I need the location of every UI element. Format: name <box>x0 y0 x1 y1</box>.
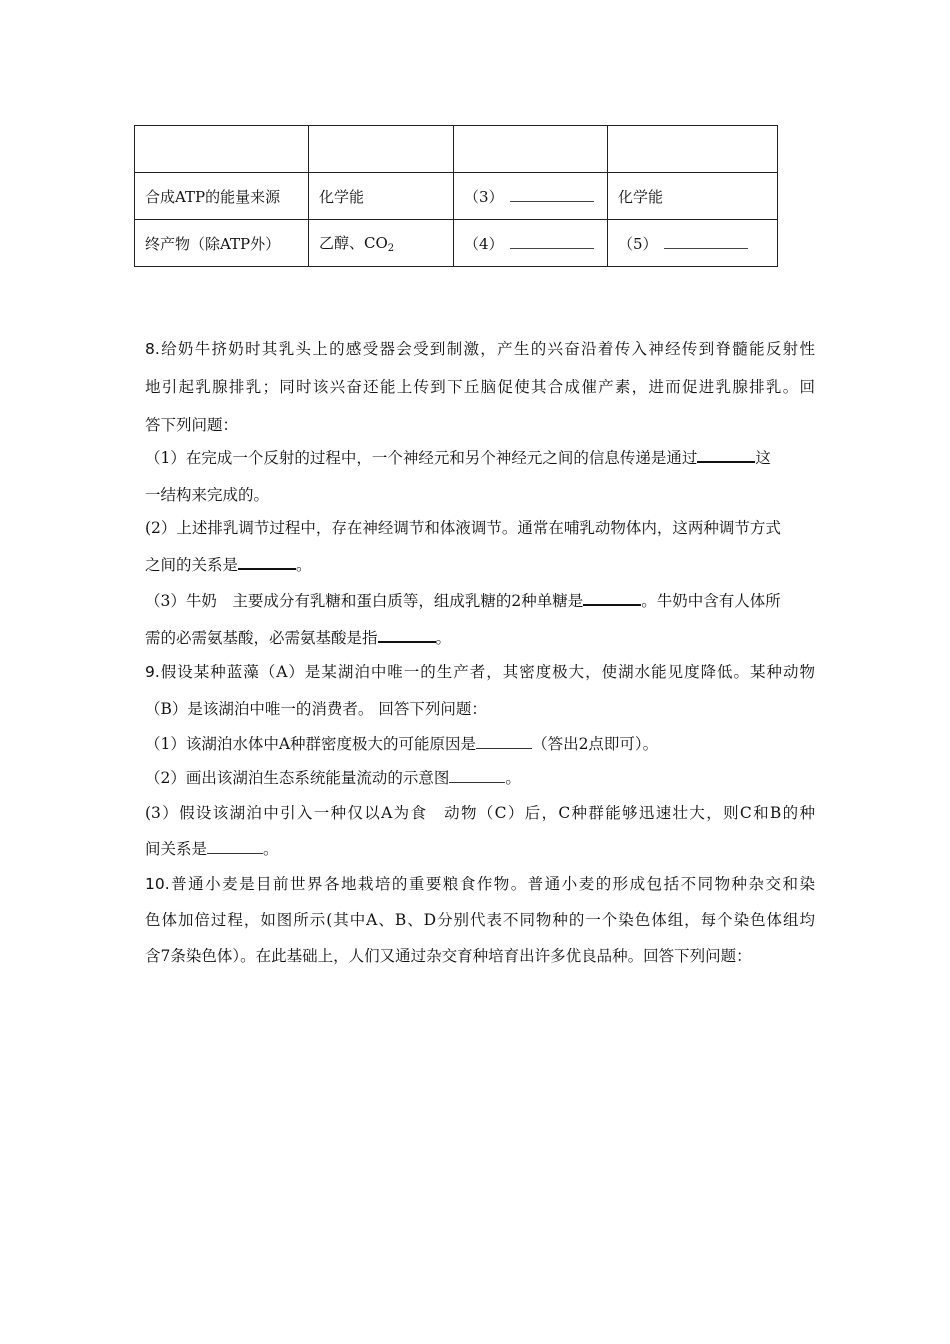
blank-label: （5） <box>618 234 658 253</box>
sub-question-text: 。 <box>505 769 521 787</box>
atp-comparison-table <box>134 125 778 267</box>
question-number: 9. <box>145 663 160 681</box>
cell-text: 化学能 <box>618 187 664 206</box>
row-label: 合成ATP的能量来源 <box>145 187 281 206</box>
table-cell <box>135 173 309 220</box>
answer-blank <box>238 568 296 570</box>
sub-question-text: （1）在完成一个反射的过程中，一个神经元和另个神经元之间的信息传递是通过 <box>145 449 698 467</box>
cell-text: 乙醇、CO <box>319 234 388 252</box>
q8-line-1 <box>145 339 815 359</box>
answer-blank <box>207 853 263 854</box>
sub-question-text: 。 <box>263 840 279 858</box>
question-number: 10. <box>145 875 170 893</box>
sub-question-text: 。 <box>435 629 452 647</box>
q9-sub2 <box>145 768 815 788</box>
sub-question-text: 需的必需氨基酸，必需氨基酸是指 <box>145 629 378 647</box>
answer-blank <box>510 248 594 249</box>
q9-line-1 <box>145 662 815 682</box>
q9-sub1 <box>145 734 815 754</box>
question-text: 普通小麦是目前世界各地栽培的重要粮食作物。普通小麦的形成包括不同物种杂交和染 <box>169 875 815 893</box>
q9-line-2: （B）是该湖泊中唯一的消费者。 回答下列问题： <box>145 700 487 718</box>
table-row <box>135 220 778 267</box>
q8-sub2-line-2 <box>145 555 815 575</box>
q10-line-1 <box>145 874 815 894</box>
sub-question-text: （1）该湖泊水体中A种群密度极大的可能原因是 <box>145 735 477 753</box>
table-cell <box>309 126 454 173</box>
sub-question-text: 。牛奶中含有人体所 <box>641 592 781 610</box>
answer-blank <box>583 604 641 606</box>
co2-subscript: 2 <box>387 243 395 254</box>
q8-sub2-line-1: (2）上述排乳调节过程中，存在神经调节和体液调节。通常在哺乳动物体内，这两种调节方式 <box>145 519 781 537</box>
sub-question-text: （2）画出该湖泊生态系统能量流动的示意图 <box>145 769 450 787</box>
answer-blank <box>449 782 505 783</box>
q8-line-2: 地引起乳腺排乳；同时该兴奋还能上传到下丘脑促使其合成催产素，进而促进乳腺排乳。回 <box>145 378 815 396</box>
answer-blank <box>510 201 594 202</box>
answer-blank <box>697 461 755 463</box>
sub-question-text: 。 <box>296 556 312 574</box>
table-cell <box>608 126 778 173</box>
sub-question-text: （3）牛奶 主要成分有乳糖和蛋白质等，组成乳糖的2种单糖是 <box>145 592 584 610</box>
q8-sub1-line-1 <box>145 448 815 468</box>
table-cell <box>454 173 608 220</box>
table-cell <box>608 173 778 220</box>
sub-question-text: （答出2点即可）。 <box>532 735 659 753</box>
table-cell <box>135 220 309 267</box>
sub-question-text: 间关系是 <box>145 840 208 858</box>
q8-line-3: 答下列问题： <box>145 416 239 434</box>
cell-text: 化学能 <box>319 187 365 206</box>
table-cell <box>454 220 608 267</box>
q8-sub3-line-1 <box>145 591 815 611</box>
q10-line-3: 含7条染色体）。在此基础上，人们又通过杂交育种培育出许多优良品种。回答下列问题： <box>145 947 752 965</box>
blank-label: （4） <box>464 234 504 253</box>
question-number: 8. <box>145 340 160 358</box>
table-cell <box>309 173 454 220</box>
q9-sub3-line-1: (3）假设该湖泊中引入一种仅以A为食 动物（C）后，C种群能够迅速壮大，则C和B的种 <box>145 804 815 822</box>
q10-line-2: 色体加倍过程，如图所示(其中A、B、D分别代表不同物种的一个染色体组，每个染色体组均 <box>145 911 815 929</box>
answer-blank <box>476 748 532 749</box>
q8-sub3-line-2 <box>145 628 815 648</box>
q8-sub1-line-2: 一结构来完成的。 <box>145 486 270 504</box>
table-cell <box>309 220 454 267</box>
answer-blank <box>378 641 436 643</box>
table-cell <box>454 126 608 173</box>
question-text: 假设某种蓝藻（A）是某湖泊中唯一的生产者，其密度极大，使湖水能见度降低。某种动物 <box>159 663 815 681</box>
question-text: 给奶牛挤奶时其乳头上的感受器会受到制激，产生的兴奋沿着传入神经传到脊髓能反射性 <box>159 340 815 358</box>
sub-question-text: 之间的关系是 <box>145 556 239 574</box>
table-cell <box>135 126 309 173</box>
sub-question-text: 这 <box>755 449 771 467</box>
table-row <box>135 173 778 220</box>
blank-label: （3） <box>464 187 504 206</box>
q9-sub3-line-2 <box>145 839 815 859</box>
table-row <box>135 126 778 173</box>
table-cell <box>608 220 778 267</box>
answer-blank <box>664 248 748 249</box>
row-label: 终产物（除ATP外） <box>145 234 281 253</box>
